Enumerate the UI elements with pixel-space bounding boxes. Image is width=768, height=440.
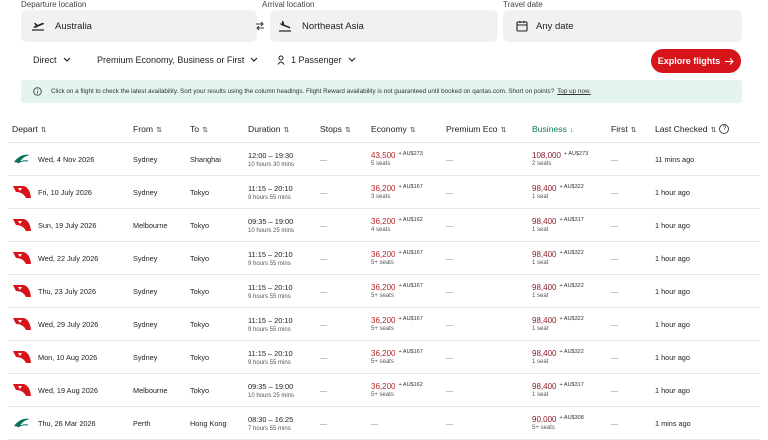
business-points: 98,400 (532, 382, 557, 391)
col-economy[interactable]: Economy ⇅ (371, 116, 446, 143)
economy-tax: + AU$273 (398, 151, 423, 157)
flight-time: 09:35 – 19:00 (248, 381, 294, 391)
empty-value: — (320, 156, 327, 164)
col-duration[interactable]: Duration ⇅ (248, 116, 320, 143)
empty-value: — (320, 189, 327, 197)
business-cell[interactable] (532, 209, 611, 242)
economy-points: 36,200 (371, 250, 396, 259)
sort-icon: ⇅ (409, 127, 416, 134)
business-seats: 1 seat (532, 392, 549, 398)
col-depart[interactable]: Depart ⇅ (12, 116, 133, 143)
flight-row[interactable] (8, 374, 760, 407)
flight-row[interactable] (8, 176, 760, 209)
date-field[interactable] (503, 10, 742, 42)
premium-eco-cell (446, 176, 532, 209)
duration-cell (248, 209, 320, 242)
from-cell: Sydney (133, 176, 190, 209)
first-cell (611, 275, 655, 308)
person-icon (277, 55, 285, 65)
landing-icon (278, 20, 292, 32)
from-cell: Sydney (133, 308, 190, 341)
economy-tax: + AU$167 (398, 250, 423, 256)
to-cell: Tokyo (190, 275, 248, 308)
first-cell (611, 242, 655, 275)
economy-seats: 5+ seats (371, 326, 394, 332)
passenger-value: 1 Passenger (291, 55, 342, 65)
premium-eco-cell (446, 308, 532, 341)
stops-cell (320, 143, 371, 176)
depart-date: Mon, 10 Aug 2026 (38, 352, 98, 362)
stops-cell (320, 209, 371, 242)
flight-row[interactable] (8, 407, 760, 440)
premium-eco-cell (446, 209, 532, 242)
col-stops[interactable]: Stops ⇅ (320, 116, 371, 143)
from-cell: Sydney (133, 275, 190, 308)
empty-value: — (446, 255, 453, 263)
business-tax: + AU$308 (559, 415, 584, 421)
from-cell: Sydney (133, 143, 190, 176)
business-tax: + AU$273 (563, 151, 589, 157)
sort-icon: ⇅ (500, 127, 507, 134)
empty-value: — (446, 387, 453, 395)
premium-eco-cell (446, 374, 532, 407)
economy-tax: + AU$167 (398, 184, 423, 190)
to-cell: Tokyo (190, 176, 248, 209)
premium-eco-cell (446, 341, 532, 374)
duration-cell (248, 275, 320, 308)
last-checked-cell: 1 hour ago (655, 242, 760, 275)
economy-tax: + AU$162 (398, 217, 423, 223)
depart-cell (12, 341, 133, 374)
empty-value: — (446, 354, 453, 362)
qantas-logo-icon (12, 316, 32, 332)
arrival-field[interactable] (270, 10, 498, 42)
depart-date: Wed, 22 July 2026 (38, 253, 99, 263)
to-cell: Tokyo (190, 209, 248, 242)
col-last-checked[interactable]: Last Checked ⇅ ? (655, 116, 760, 143)
passenger-select[interactable] (277, 55, 356, 65)
flight-duration: 10 hours 25 mins (248, 227, 295, 234)
qantas-logo-icon (12, 349, 32, 365)
empty-value: — (446, 189, 453, 197)
economy-tax: + AU$167 (398, 349, 423, 355)
stops-cell (320, 308, 371, 341)
empty-value: — (320, 354, 327, 362)
last-checked-cell: 1 hour ago (655, 341, 760, 374)
arrival-value: Northeast Asia (302, 20, 364, 32)
business-points: 98,400 (532, 349, 557, 358)
col-premium-eco[interactable]: Premium Eco ⇅ (446, 116, 532, 143)
chevron-down-icon (250, 57, 258, 63)
economy-points: 36,200 (371, 283, 396, 292)
flight-time: 11:15 – 20:10 (248, 315, 293, 325)
depart-date: Sun, 19 July 2026 (38, 220, 97, 230)
empty-value: — (446, 222, 453, 230)
business-seats: 5+ seats (532, 425, 555, 431)
empty-value: — (320, 387, 327, 395)
economy-tax: + AU$162 (398, 382, 423, 388)
economy-cell[interactable] (371, 275, 446, 308)
flight-time: 12:00 – 19:30 (248, 150, 294, 160)
economy-seats: 3 seats (371, 194, 391, 200)
business-seats: 1 seat (532, 359, 549, 365)
sort-icon: ⇅ (156, 127, 162, 134)
business-seats: 2 seats (532, 161, 552, 167)
empty-value: — (320, 420, 327, 428)
economy-cell[interactable] (371, 143, 446, 176)
duration-cell (248, 176, 320, 209)
depart-cell (12, 143, 133, 176)
flight-duration: 9 hours 55 mins (248, 293, 291, 300)
arrival-label: Arrival location (262, 0, 315, 9)
stops-value: Direct (33, 55, 57, 65)
flight-row[interactable] (8, 143, 760, 176)
premium-eco-cell (446, 275, 532, 308)
depart-date: Wed, 19 Aug 2026 (38, 385, 98, 395)
first-cell (611, 407, 655, 440)
economy-cell[interactable] (371, 374, 446, 407)
economy-cell[interactable] (371, 242, 446, 275)
business-points: 98,400 (532, 184, 557, 193)
last-checked-cell: 1 hour ago (655, 209, 760, 242)
from-cell: Sydney (133, 341, 190, 374)
top-up-link[interactable]: Top up now. (557, 88, 591, 95)
last-checked-cell: 1 hour ago (655, 374, 760, 407)
duration-cell (248, 143, 320, 176)
empty-value: — (371, 420, 378, 428)
flight-duration: 10 hours 30 mins (248, 161, 295, 168)
economy-points: 36,200 (371, 382, 396, 391)
business-points: 108,000 (532, 151, 561, 160)
col-first[interactable]: First ⇅ (611, 116, 655, 143)
col-from[interactable]: From ⇅ (133, 116, 190, 143)
flight-row[interactable] (8, 242, 760, 275)
business-seats: 1 seat (532, 260, 549, 266)
depart-cell (12, 374, 133, 407)
calendar-icon (516, 20, 528, 32)
to-cell: Tokyo (190, 341, 248, 374)
cabin-select[interactable] (97, 55, 258, 65)
empty-value: — (611, 222, 618, 230)
empty-value: — (611, 354, 618, 362)
last-checked-cell: 1 mins ago (655, 407, 760, 440)
flight-row[interactable] (8, 308, 760, 341)
business-cell[interactable] (532, 374, 611, 407)
help-icon[interactable]: ? (719, 124, 729, 134)
to-cell: Tokyo (190, 374, 248, 407)
business-seats: 1 seat (532, 326, 549, 332)
business-points: 98,400 (532, 316, 557, 325)
flight-time: 08:30 – 16:25 (248, 414, 294, 424)
departure-field[interactable] (21, 10, 257, 42)
economy-seats: 5 seats (371, 161, 391, 167)
business-tax: + AU$317 (559, 217, 584, 223)
empty-value: — (446, 288, 453, 296)
depart-cell (12, 308, 133, 341)
first-cell (611, 209, 655, 242)
flight-time: 11:15 – 20:10 (248, 249, 293, 259)
from-cell: Melbourne (133, 374, 190, 407)
depart-cell (12, 176, 133, 209)
first-cell (611, 176, 655, 209)
economy-cell[interactable] (371, 209, 446, 242)
business-points: 90,000 (532, 415, 557, 424)
economy-cell[interactable] (371, 308, 446, 341)
first-cell (611, 308, 655, 341)
economy-points: 36,200 (371, 184, 396, 193)
business-seats: 1 seat (532, 227, 549, 233)
depart-date: Wed, 4 Nov 2026 (38, 154, 95, 164)
results-table (8, 116, 760, 440)
flight-row[interactable] (8, 275, 760, 308)
empty-value: — (611, 420, 618, 428)
economy-tax: + AU$167 (398, 316, 423, 322)
qantas-logo-icon (12, 382, 32, 398)
date-value: Any date (536, 20, 574, 32)
header-row (8, 116, 760, 143)
flight-duration: 7 hours 55 mins (248, 425, 291, 432)
flight-time: 09:35 – 19:00 (248, 216, 294, 226)
last-checked-cell: 11 mins ago (655, 143, 760, 176)
stops-cell (320, 242, 371, 275)
qantas-logo-icon (12, 283, 32, 299)
depart-date: Thu, 23 July 2026 (38, 286, 97, 296)
economy-points: 36,200 (371, 316, 396, 325)
depart-cell (12, 407, 133, 440)
business-tax: + AU$322 (559, 283, 584, 289)
explore-flights-button[interactable] (651, 49, 741, 73)
economy-cell[interactable] (371, 176, 446, 209)
col-business[interactable]: Business ↓ (532, 116, 611, 143)
date-label: Travel date (503, 0, 543, 9)
depart-cell (12, 242, 133, 275)
empty-value: — (320, 321, 327, 329)
economy-points: 43,500 (371, 151, 396, 160)
duration-cell (248, 308, 320, 341)
explore-label: Explore flights (657, 56, 721, 66)
depart-cell (12, 209, 133, 242)
economy-points: 36,200 (371, 217, 396, 226)
business-points: 98,400 (532, 250, 557, 259)
premium-eco-cell (446, 143, 532, 176)
departure-value: Australia (55, 20, 92, 32)
business-tax: + AU$322 (559, 184, 584, 190)
duration-cell (248, 242, 320, 275)
chevron-down-icon (63, 57, 71, 63)
economy-seats: 5+ seats (371, 359, 394, 365)
swap-button[interactable] (250, 16, 270, 36)
business-tax: + AU$317 (559, 382, 584, 388)
business-cell[interactable] (532, 308, 611, 341)
takeoff-icon (31, 20, 45, 32)
economy-seats: 5+ seats (371, 293, 394, 299)
business-tax: + AU$322 (559, 250, 584, 256)
notice-text: Click on a flight to check the latest availability. Sort your results using the column headings. Flight Reward availability is not guaranteed until booked on qantas.com. Short on points? (51, 88, 555, 95)
notice-banner (21, 80, 742, 103)
sort-icon: ⇅ (710, 126, 717, 134)
business-cell[interactable] (532, 275, 611, 308)
qantas-logo-icon (12, 217, 32, 233)
empty-value: — (611, 156, 618, 164)
to-cell: Tokyo (190, 242, 248, 275)
economy-cell[interactable] (371, 407, 446, 440)
sort-desc-icon: ↓ (569, 127, 574, 134)
premium-eco-cell (446, 407, 532, 440)
qantas-logo-icon (12, 184, 32, 200)
flight-duration: 9 hours 55 mins (248, 326, 291, 333)
empty-value: — (611, 255, 618, 263)
business-points: 98,400 (532, 283, 557, 292)
duration-cell (248, 407, 320, 440)
from-cell: Melbourne (133, 209, 190, 242)
last-checked-cell: 1 hour ago (655, 275, 760, 308)
empty-value: — (446, 156, 453, 164)
stops-cell (320, 176, 371, 209)
flight-duration: 10 hours 25 mins (248, 392, 295, 399)
flight-row[interactable] (8, 341, 760, 374)
cathay-logo-icon (12, 151, 32, 167)
depart-cell (12, 275, 133, 308)
economy-cell[interactable] (371, 341, 446, 374)
col-to[interactable]: To ⇅ (190, 116, 248, 143)
stops-cell (320, 341, 371, 374)
business-cell[interactable] (532, 341, 611, 374)
departure-label: Departure location (21, 0, 87, 9)
first-cell (611, 341, 655, 374)
empty-value: — (611, 387, 618, 395)
economy-seats: 4 seats (371, 227, 391, 233)
flight-duration: 9 hours 55 mins (248, 260, 291, 267)
empty-value: — (446, 420, 453, 428)
business-cell[interactable] (532, 143, 611, 176)
depart-date: Thu, 26 Mar 2026 (38, 418, 96, 428)
business-seats: 1 seat (532, 293, 549, 299)
depart-date: Wed, 29 July 2026 (38, 319, 99, 329)
last-checked-cell: 1 hour ago (655, 308, 760, 341)
business-cell[interactable] (532, 407, 611, 440)
depart-date: Fri, 10 July 2026 (38, 187, 92, 197)
sort-icon: ⇅ (202, 127, 208, 134)
empty-value: — (611, 321, 618, 329)
business-tax: + AU$322 (559, 316, 584, 322)
sort-icon: ⇅ (630, 127, 637, 134)
economy-tax: + AU$167 (398, 283, 423, 289)
cabin-value: Premium Economy, Business or First (97, 55, 245, 65)
flight-time: 11:15 – 20:10 (248, 348, 293, 358)
flight-duration: 9 hours 55 mins (248, 194, 291, 201)
business-seats: 1 seat (532, 194, 549, 200)
flight-duration: 9 hours 55 mins (248, 359, 291, 366)
empty-value: — (611, 189, 618, 197)
empty-value: — (446, 321, 453, 329)
empty-value: — (320, 288, 327, 296)
stops-select[interactable] (33, 55, 71, 65)
from-cell: Sydney (133, 242, 190, 275)
business-cell[interactable] (532, 176, 611, 209)
last-checked-cell: 1 hour ago (655, 176, 760, 209)
info-icon (33, 87, 42, 96)
sort-icon: ⇅ (283, 127, 290, 134)
business-cell[interactable] (532, 242, 611, 275)
duration-cell (248, 374, 320, 407)
business-tax: + AU$322 (559, 349, 584, 355)
qantas-logo-icon (12, 250, 32, 266)
first-cell (611, 374, 655, 407)
stops-cell (320, 374, 371, 407)
empty-value: — (320, 255, 327, 263)
from-cell: Perth (133, 407, 190, 440)
arrow-right-icon (725, 58, 734, 65)
economy-seats: 5+ seats (371, 260, 394, 266)
flight-row[interactable] (8, 209, 760, 242)
to-cell: Tokyo (190, 308, 248, 341)
first-cell (611, 143, 655, 176)
empty-value: — (320, 222, 327, 230)
chevron-down-icon (348, 57, 356, 63)
empty-value: — (611, 288, 618, 296)
flight-time: 11:15 – 20:10 (248, 183, 293, 193)
stops-cell (320, 275, 371, 308)
to-cell: Hong Kong (190, 407, 248, 440)
stops-cell (320, 407, 371, 440)
cathay-logo-icon (12, 415, 32, 431)
duration-cell (248, 341, 320, 374)
premium-eco-cell (446, 242, 532, 275)
flight-time: 11:15 – 20:10 (248, 282, 293, 292)
economy-points: 36,200 (371, 349, 396, 358)
swap-icon (255, 21, 265, 31)
to-cell: Shanghai (190, 143, 248, 176)
business-points: 98,400 (532, 217, 557, 226)
sort-icon: ⇅ (344, 127, 351, 134)
sort-icon: ⇅ (40, 127, 47, 134)
economy-seats: 5+ seats (371, 392, 394, 398)
